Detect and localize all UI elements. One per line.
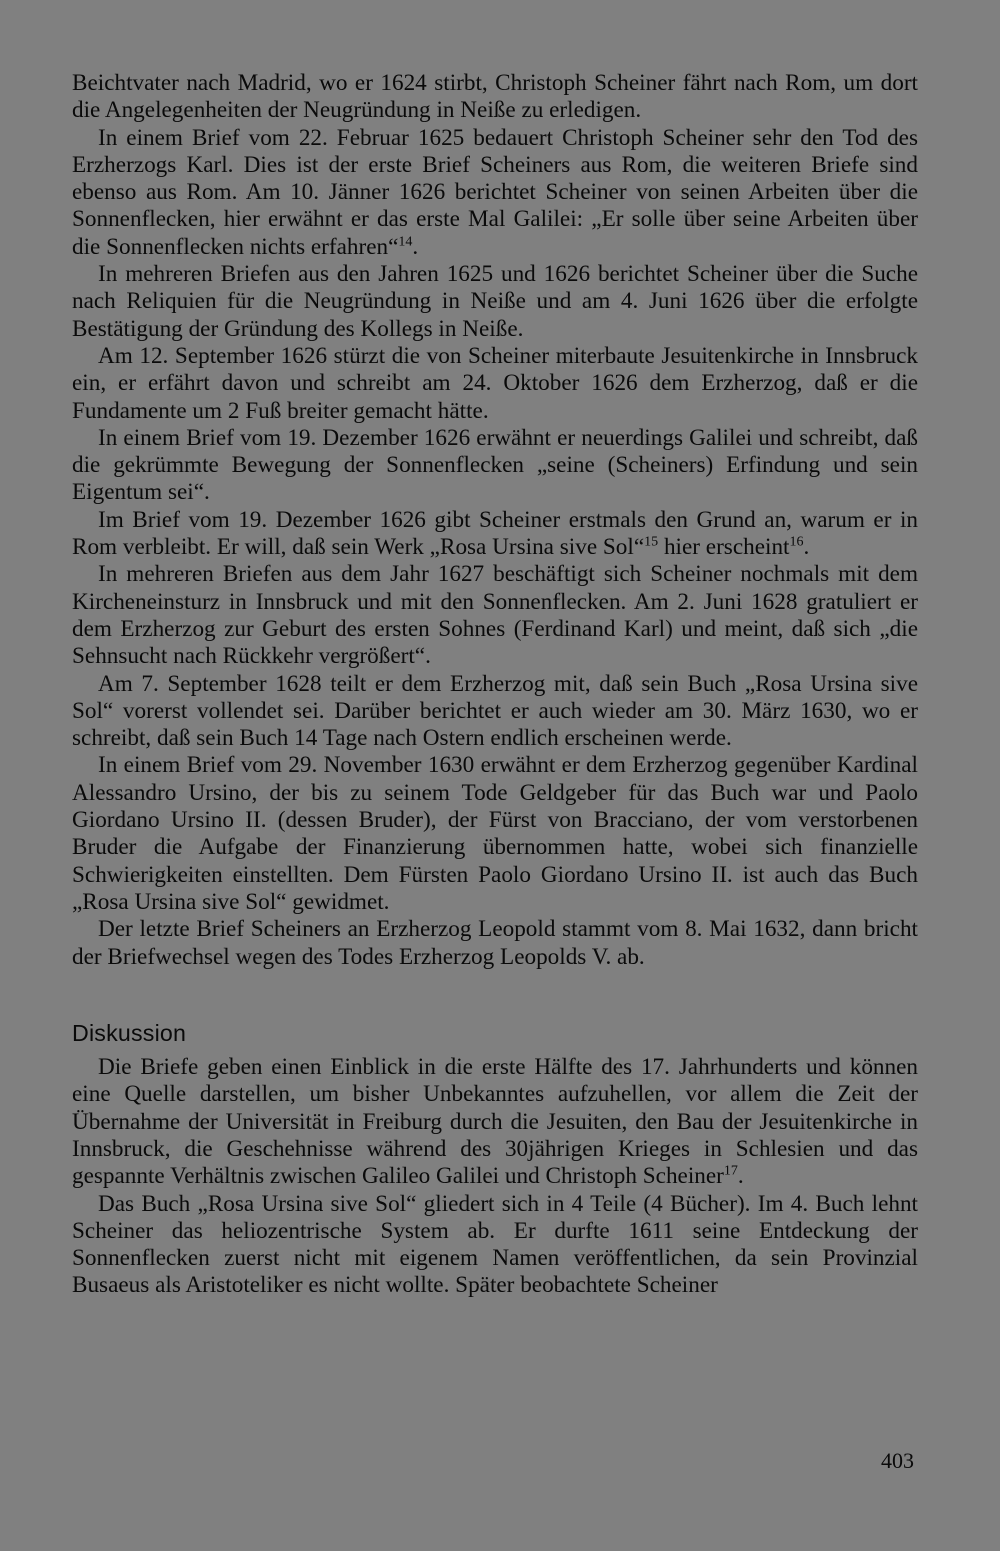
discussion-paragraph-2-text: Das Buch „Rosa Ursina sive Sol“ gliedert sich in 4 Teile (4 Bücher). Im 4. Buch lehnt Scheiner das heliozentrische System ab. Er durfte 1611 seine Entdeckung der Sonnenflecken zuerst nicht mit eigenem Namen veröffentlichen, da sein Provinzial Busaeus als Aristoteliker es nicht wollte. Später beobachtete Scheiner <box>72 1190 918 1299</box>
paragraph-7 <box>72 561 918 670</box>
discussion-paragraph-1 <box>72 1054 918 1190</box>
paragraph-8-text: Am 7. September 1628 teilt er dem Erzherzog mit, daß sein Buch „Rosa Ursina sive Sol“ vorerst vollendet sei. Darüber berichtet er auch wieder am 30. März 1630, wo er schreibt, daß sein Buch 14 Tage nach Ostern endlich erscheinen werde. <box>72 670 918 752</box>
page-number: 403 <box>881 1448 914 1473</box>
paragraph-5 <box>72 425 918 507</box>
paragraph-10-text: Der letzte Brief Scheiners an Erzherzog Leopold stammt vom 8. Mai 1632, dann bricht der Briefwechsel wegen des Todes Erzherzog Leopolds V. ab. <box>72 916 918 970</box>
paragraph-4 <box>72 343 918 425</box>
footnote-marker-15: 15 <box>644 534 659 550</box>
paragraph-6-end: . <box>803 534 810 561</box>
page-body <box>72 70 918 1300</box>
discussion-paragraph-1-end: . <box>737 1163 744 1190</box>
paragraph-10 <box>72 916 918 971</box>
footnote-marker-16: 16 <box>789 534 804 550</box>
paragraph-8 <box>72 671 918 753</box>
paragraph-1 <box>72 70 918 125</box>
paragraph-6-text-a: Im Brief vom 19. Dezember 1626 gibt Scheiner erstmals den Grund an, warum er in Rom verbleibt. Er will, daß sein Werk „Rosa Ursina sive Sol“ <box>72 506 918 561</box>
footnote-marker-14: 14 <box>398 234 413 250</box>
paragraph-4-text: Am 12. September 1626 stürzt die von Scheiner miterbaute Jesuitenkirche in Innsbruck ein, er erfährt davon und schreibt am 24. Oktober 1626 dem Erzherzog, daß er die Fundamente um 2 Fuß breiter gemacht hätte. <box>72 342 918 424</box>
paragraph-1-text: Beichtvater nach Madrid, wo er 1624 stirbt, Christoph Scheiner fährt nach Rom, um dort die Angelegenheiten der Neugründung in Neiße zu erledigen. <box>72 70 918 124</box>
footnote-marker-17: 17 <box>723 1163 738 1179</box>
paragraph-2 <box>72 125 918 261</box>
paragraph-6 <box>72 507 918 562</box>
discussion-paragraph-1-text: Die Briefe geben einen Einblick in die erste Hälfte des 17. Jahrhunderts und können eine Quelle darstellen, um bisher Unbekanntes aufzuhellen, vor allem die Zeit der Übernahme der Universität in Freiburg durch die Jesuiten, den Bau der Jesuitenkirche in Innsbruck, die Geschehnisse während des 30jährigen Krieges in Schlesien und das gespannte Verhältnis zwischen Galileo Galilei und Christoph Scheiner <box>72 1054 918 1190</box>
paragraph-7-text: In mehreren Briefen aus dem Jahr 1627 beschäftigt sich Scheiner nochmals mit dem Kircheneinsturz in Innsbruck und mit den Sonnenflecken. Am 2. Juni 1628 gratuliert er dem Erzherzog zur Geburt des ersten Sohnes (Ferdinand Karl) und meint, daß sich „die Sehnsucht nach Rückkehr vergrößert“. <box>72 561 918 670</box>
section-heading-diskussion: Diskussion <box>72 1019 187 1046</box>
paragraph-6-text-b: hier erscheint <box>658 534 790 561</box>
discussion-paragraph-2 <box>72 1191 918 1300</box>
paragraph-2-text: In einem Brief vom 22. Februar 1625 bedauert Christoph Scheiner sehr den Tod des Erzherzogs Karl. Dies ist der erste Brief Scheiners aus Rom, die weiteren Briefe sind ebenso aus Rom. Am 10. Jänner 1626 berichtet Scheiner von seinen Arbeiten über die Sonnenflecken, hier erwähnt er das erste Mal Galilei: „Er solle über seine Arbeiten über die Sonnenflecken nichts erfahren“ <box>72 124 918 260</box>
paragraph-3 <box>72 261 918 343</box>
paragraph-9-text: In einem Brief vom 29. November 1630 erwähnt er dem Erzherzog gegenüber Kardinal Alessandro Ursino, der bis zu seinem Tode Geldgeber für das Buch war und Paolo Giordano Ursino II. (dessen Bruder), der Fürst von Bracciano, der vom verstorbenen Bruder die Aufgabe der Finanzierung übernommen hatte, wobei sich finanzielle Schwierigkeiten einstellten. Dem Fürsten Paolo Giordano Ursino II. ist auch das Buch „Rosa Ursina sive Sol“ gewidmet. <box>72 752 918 915</box>
paragraph-5-text: In einem Brief vom 19. Dezember 1626 erwähnt er neuerdings Galilei und schreibt, daß die gekrümmte Bewegung der Sonnenflecken „seine (Scheiners) Erfindung und sein Eigentum sei“. <box>72 424 918 506</box>
paragraph-9 <box>72 752 918 916</box>
paragraph-2-end: . <box>412 233 419 260</box>
paragraph-3-text: In mehreren Briefen aus den Jahren 1625 und 1626 berichtet Scheiner über die Suche nach Reliquien für die Neugründung in Neiße und am 4. Juni 1626 über die erfolgte Bestätigung der Gründung des Kollegs in Neiße. <box>72 261 918 342</box>
